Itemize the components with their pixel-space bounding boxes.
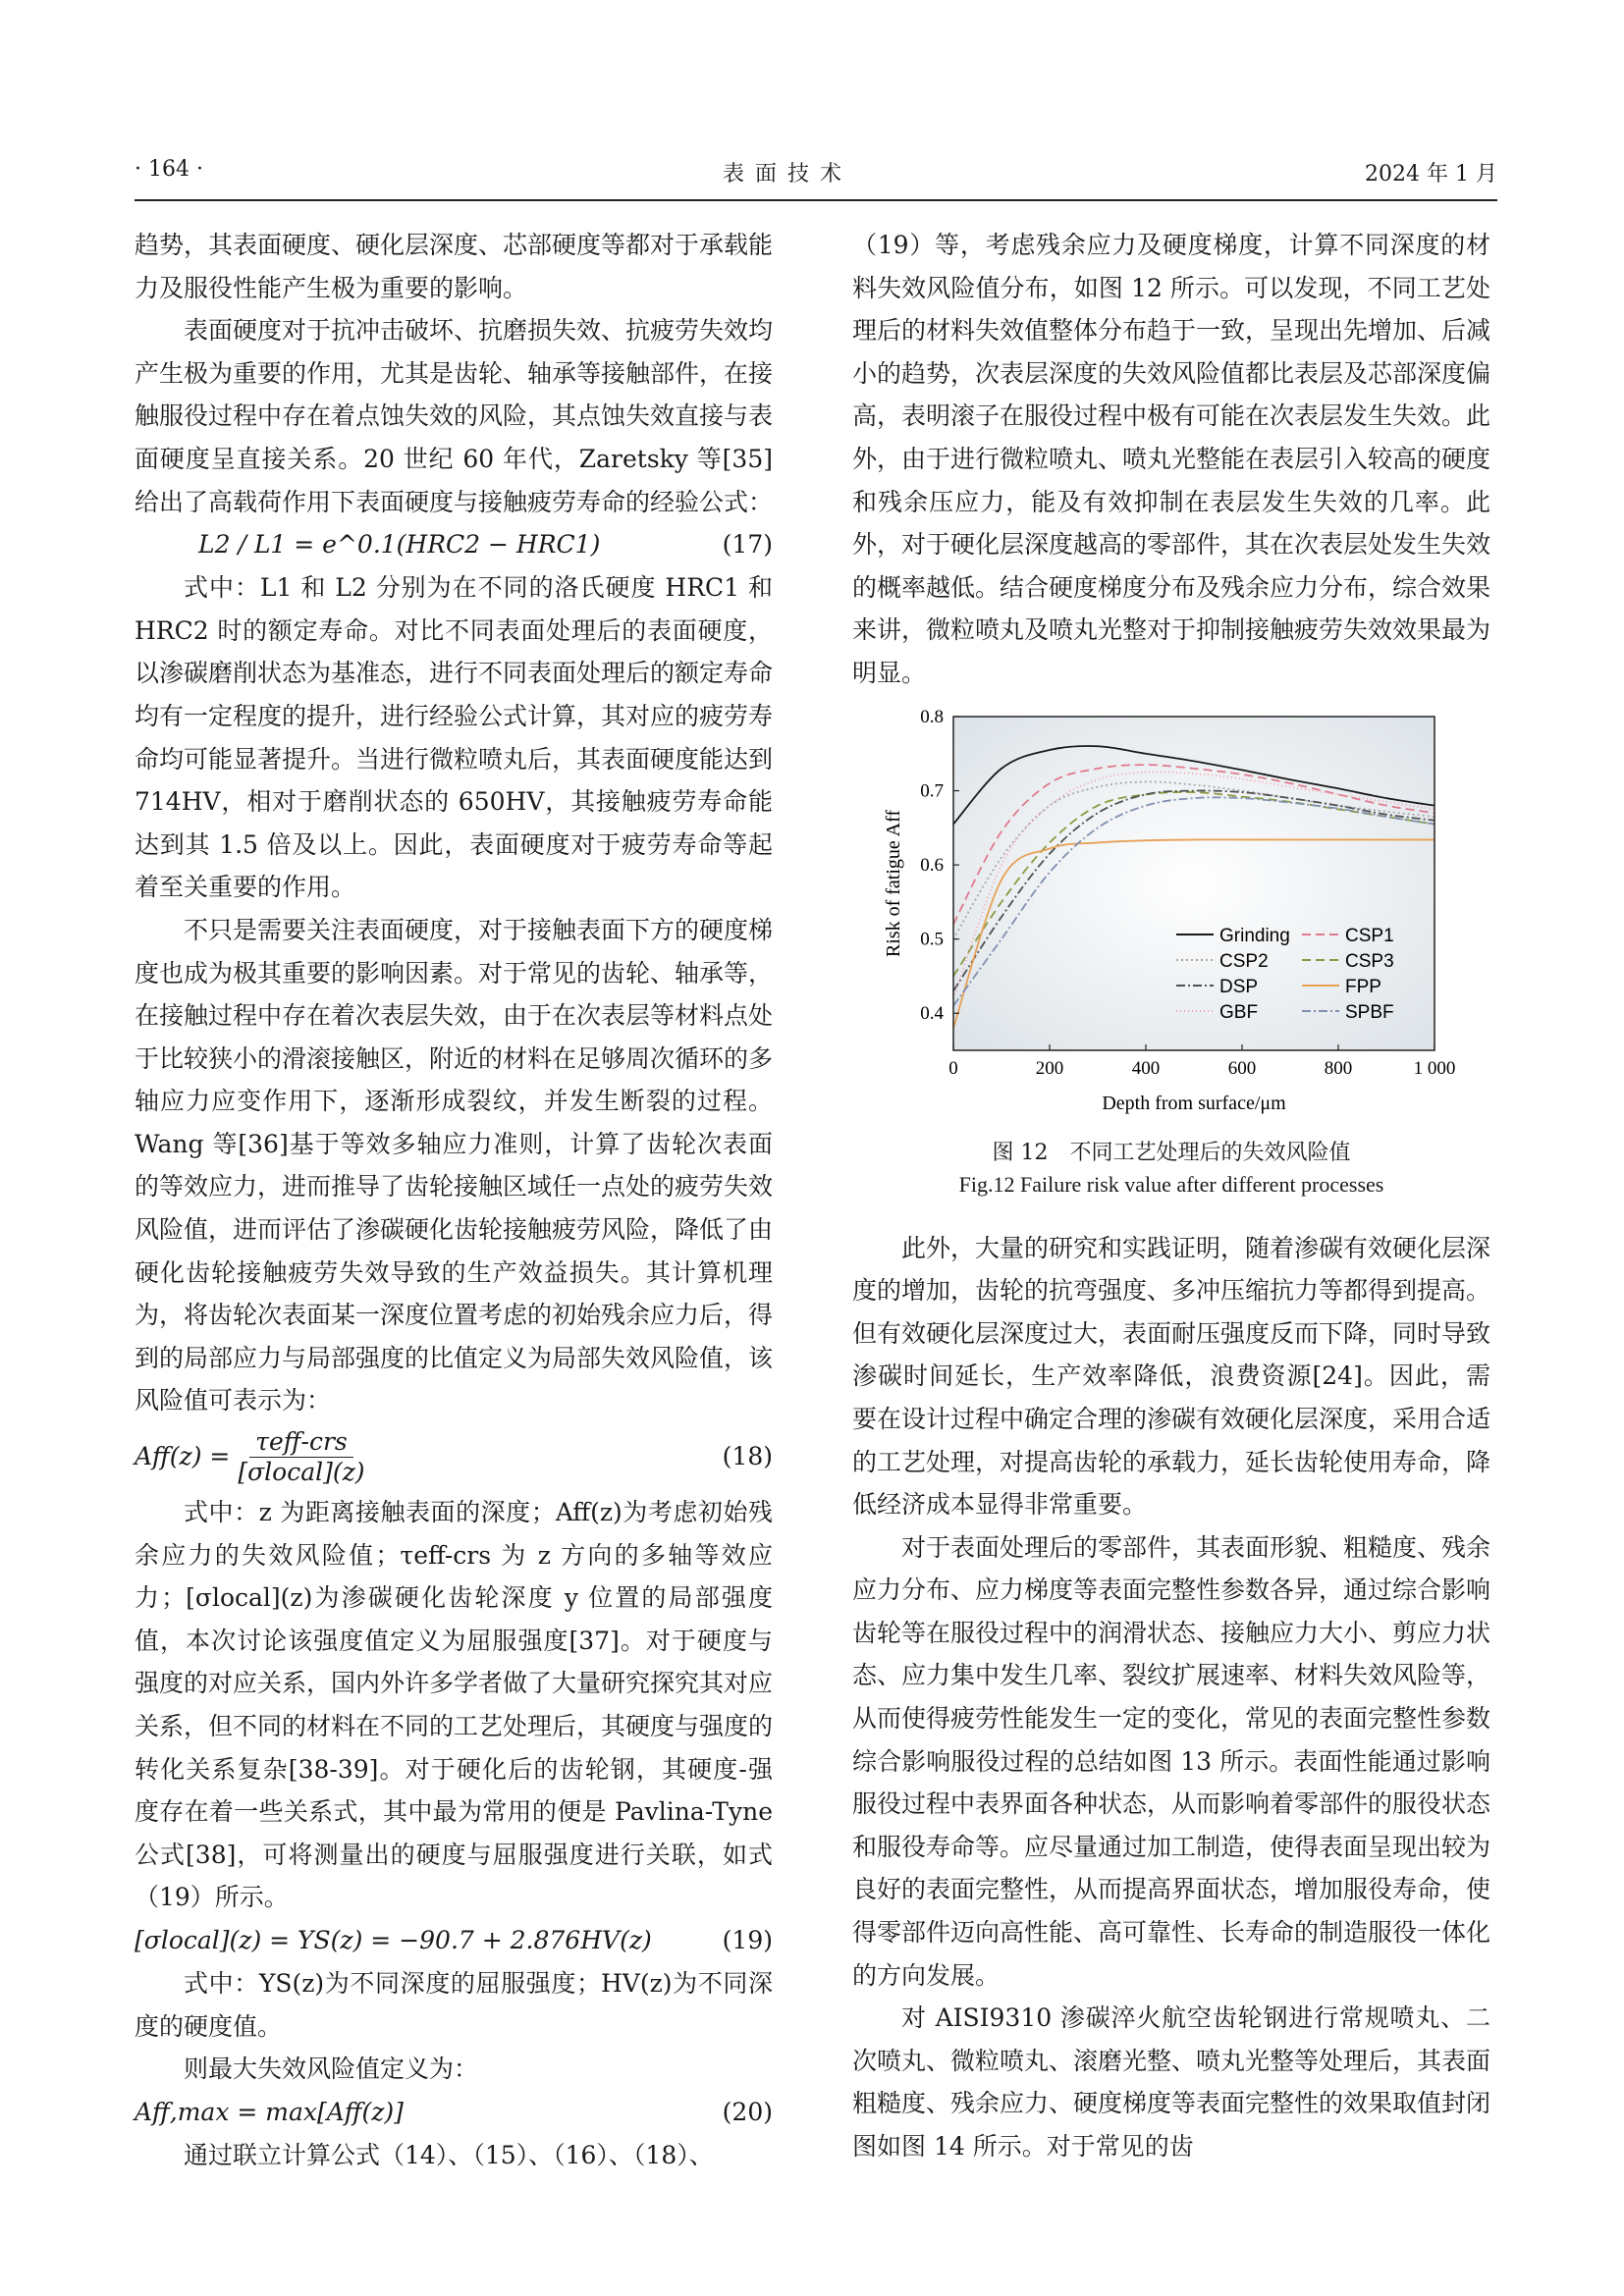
paragraph: 则最大失效风险值定义为： xyxy=(184,2055,479,2084)
paragraph: 不只是需要关注表面硬度，对于接触表面下方的硬度梯度也成为极其重要的影响因素。对于常见的齿轮、轴承等，在接触过程中存在着次表层失效，由于在次表层等材料点处于比较狭小的滑滚接触区，附近的材料在足够周次循环的多轴应力应变作用下，逐渐形成裂纹，并发生断裂的过程。Wang 等[36]基于等效多轴应力准则，计算了齿轮次表面的等效应力，进而推导了齿轮接触区域任一点处的疲劳失效风险值，进而评估了渗碳硬化齿轮接触疲劳风险，降低了由硬化齿轮接触疲劳失效导致的生产效益损失。其计算机理为，将齿轮次表面某一深度位置考虑的初始残余应力后，得到的局部应力与局部强度的比值定义为局部失效风险值，该风险值可表示为： xyxy=(135,915,774,1415)
legend-label-spbf: SPBF xyxy=(1345,1001,1394,1023)
paragraph: 此外，大量的研究和实践证明，随着渗碳有效硬化层深度的增加，齿轮的抗弯强度、多冲压缩抗力等都得到提高。但有效硬化层深度过大，表面耐压强度反而下降，同时导致渗碳时间延长，生产效率降低，浪费资源[24]。因此，需要在设计过程中确定合理的渗碳有效硬化层深度，采用合适的工艺处理，对提高齿轮的承载力，延长齿轮使用寿命，降低经济成本显得非常重要。 xyxy=(852,1233,1491,1520)
y-tick-label: 0.6 xyxy=(920,854,944,876)
x-tick-label: 800 xyxy=(1324,1057,1353,1079)
figure-caption-en: Fig.12 Failure risk value after different processes xyxy=(958,1171,1384,1197)
legend-label-dsp: DSP xyxy=(1219,976,1259,997)
right-column xyxy=(852,224,1490,2168)
equation-19 xyxy=(135,1919,773,1962)
page-number: · 164 · xyxy=(135,157,203,182)
legend-label-csp3: CSP3 xyxy=(1345,950,1394,972)
equation-body: [σlocal](z) = YS(z) = −90.7 + 2.876HV(z) xyxy=(135,1926,652,1955)
y-axis-label: Risk of fatigue Aff xyxy=(883,809,904,957)
paragraph: 对于表面处理后的零部件，其表面形貌、粗糙度、残余应力分布、应力梯度等表面完整性参数各异，通过综合影响齿轮等在服役过程中的润滑状态、接触应力大小、剪应力状态、应力集中发生几率、裂纹扩展速率、材料失效风险等，从而使得疲劳性能发生一定的变化，常见的表面完整性参数综合影响服役过程的总结如图 13 所示。表面性能通过影响服役过程中表界面各种状态，从而影响着零部件的服役状态和服役寿命等。应尽量通过加工制造，使得表面呈现出较为良好的表面完整性，从而提高界面状态，增加服役寿命，使得零部件迈向高性能、高可靠性、长寿命的制造服役一体化的方向发展。 xyxy=(852,1532,1491,1990)
x-tick-label: 1 000 xyxy=(1413,1057,1456,1079)
x-tick-label: 0 xyxy=(948,1057,958,1079)
legend-label-csp2: CSP2 xyxy=(1219,950,1269,972)
paragraph: 式中：YS(z)为不同深度的屈服强度；HV(z)为不同深度的硬度值。 xyxy=(135,1968,773,2041)
x-tick-label: 200 xyxy=(1035,1057,1064,1079)
paragraph: 式中：z 为距离接触表面的深度；Aff(z)为考虑初始残余应力的失效风险值；τeff-crs 为 z 方向的多轴等效应力；[σlocal](z)为渗碳硬化齿轮深度 y 位置的局部强度值，本次讨论该强度值定义为屈服强度[37]。对于硬度与强度的对应关系，国内外许多学者做了大量研究探究其对应关系，但不同的材料在不同的工艺处理后，其硬度与强度的转化关系复杂[38-39]。对于硬化后的齿轮钢，其硬度-强度存在着一些关系式，其中最为常用的便是 Pavlina-Tyne 公式[38]，可将测量出的硬度与屈服强度进行关联，如式（19）所示。 xyxy=(135,1498,774,1912)
paragraph: 式中：L1 和 L2 分别为在不同的洛氏硬度 HRC1 和 HRC2 时的额定寿命。对比不同表面处理后的表面硬度，以渗碳磨削状态为基准态，进行不同表面处理后的额定寿命均有一定程度的提升，进行经验公式计算，其对应的疲劳寿命均可能显著提升。当进行微粒喷丸后，其表面硬度能达到 714HV，相对于磨削状态的 650HV，其接触疲劳寿命能达到其 1.5 倍及以上。因此，表面硬度对于疲劳寿命等起着至关重要的作用。 xyxy=(135,573,774,902)
fraction-numerator: τeff-crs xyxy=(249,1427,353,1458)
equation-lhs: Aff(z) = xyxy=(135,1442,231,1471)
x-tick-label: 600 xyxy=(1227,1057,1257,1079)
equation-20 xyxy=(135,2091,773,2134)
figure-12 xyxy=(852,707,1490,1227)
equation-number: (17) xyxy=(722,530,773,560)
equation-body: Aff,max = max[Aff(z)] xyxy=(135,2097,404,2126)
paragraph: 表面硬度对于抗冲击破坏、抗磨损失效、抗疲劳失效均产生极为重要的作用，尤其是齿轮、轴承等接触部件，在接触服役过程中存在着点蚀失效的风险，其点蚀失效直接与表面硬度呈直接关系。20 世纪 60 年代，Zaretsky 等[35]给出了高载荷作用下表面硬度与接触疲劳寿命的经验公式： xyxy=(135,316,774,516)
legend-label-gbf: GBF xyxy=(1219,1001,1259,1023)
equation-number: (20) xyxy=(722,2097,773,2126)
paragraph: 对 AISI9310 渗碳淬火航空齿轮钢进行常规喷丸、二次喷丸、微粒喷丸、滚磨光整、喷丸光整等处理后，其表面粗糙度、残余应力、硬度梯度等表面完整性的效果取值封闭图如图 14 所示。对于常见的齿 xyxy=(852,2003,1491,2161)
x-axis-label: Depth from surface/μm xyxy=(1102,1092,1286,1114)
paragraph: （19）等，考虑残余应力及硬度梯度，计算不同深度的材料失效风险值分布，如图 12 所示。可以发现，不同工艺处理后的材料失效值整体分布趋于一致，呈现出先增加、后减小的趋势，次表层深度的失效风险值都比表层及芯部深度偏高，表明滚子在服役过程中极有可能在次表层发生失效。此外，由于进行微粒喷丸、喷丸光整能在表层引入较高的硬度和残余压应力，能及有效抑制在表层发生失效的几率。此外，对于硬化层深度越高的零部件，其在次表层处发生失效的概率越低。结合硬度梯度分布及残余应力分布，综合效果来讲，微粒喷丸及喷丸光整对于抑制接触疲劳失效效果最为明显。 xyxy=(852,231,1491,687)
left-column xyxy=(135,224,773,2176)
y-tick-label: 0.5 xyxy=(920,929,944,950)
legend-label-grinding: Grinding xyxy=(1219,925,1290,946)
equation-number: (19) xyxy=(722,1926,773,1955)
failure-risk-chart xyxy=(852,707,1490,1119)
journal-title: 表 面 技 术 xyxy=(723,162,843,187)
fraction-denominator: [σlocal](z) xyxy=(238,1457,365,1486)
x-tick-label: 400 xyxy=(1131,1057,1161,1079)
legend-label-csp1: CSP1 xyxy=(1345,925,1394,946)
header-rule xyxy=(135,199,1497,201)
y-tick-label: 0.8 xyxy=(920,706,944,727)
equation-fraction xyxy=(238,1427,364,1487)
figure-caption-cn: 图 12 不同工艺处理后的失效风险值 xyxy=(992,1140,1351,1165)
equation-number: (18) xyxy=(722,1442,773,1471)
paragraph: 通过联立计算公式（14）、（15）、（16）、（18）、 xyxy=(184,2140,714,2169)
equation-17 xyxy=(135,523,773,566)
y-tick-label: 0.4 xyxy=(920,1002,944,1024)
legend-label-fpp: FPP xyxy=(1345,976,1381,997)
paragraph: 趋势，其表面硬度、硬化层深度、芯部硬度等都对于承载能力及服役性能产生极为重要的影响。 xyxy=(135,231,774,302)
issue-date: 2024 年 1 月 xyxy=(1365,162,1497,187)
y-tick-label: 0.7 xyxy=(920,780,944,802)
equation-body: L2 / L1 = e^0.1(HRC2 − HRC1) xyxy=(198,530,601,560)
equation-18 xyxy=(135,1422,773,1491)
